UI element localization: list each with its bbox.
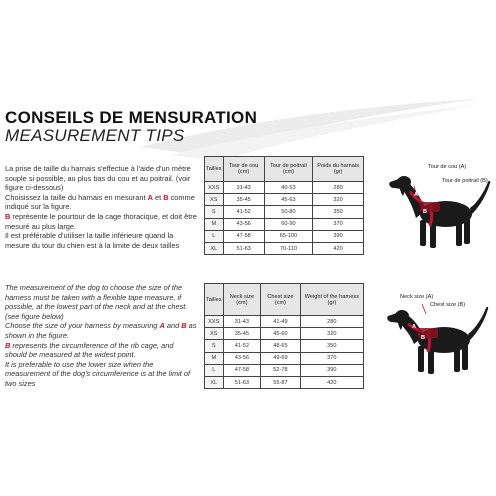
table-row: XXS 31-43 41-49 280 (205, 316, 364, 328)
decorative-swoosh (140, 95, 480, 165)
marker-b: B (423, 209, 428, 215)
en-paragraph-3: B represents the circumference of the rib cage, and should be measured at the widest point. (5, 340, 174, 360)
marker-a: A (414, 192, 419, 198)
header-neck: Tour de cou (cm) (223, 157, 264, 182)
table-row: XS 35-45 45-60 320 (205, 328, 364, 340)
table-row: XS 35-45 45-63 320 (205, 194, 364, 206)
table-row: S 41-52 48-65 350 (205, 340, 364, 352)
en-paragraph-1: The measurement of the dog to choose the size of the harness must be taken with a flexible tape measure, if possible, at the lowest part of the neck and at the chest. (see figure below) (5, 283, 188, 321)
fr-paragraph-1: La prise de taille du harnais s'effectue à l'aide d'un mètre souple si possible, au plus bas du cou et au poitrail. (voir figure ci-dessous) (5, 164, 191, 193)
table-row: XXS 31-43 40-53 280 (205, 182, 364, 194)
marker-a: A (412, 324, 417, 330)
chest-size-label: Chest size (B) (430, 302, 466, 308)
header-weight: Weight of the harness (gr) (300, 284, 363, 316)
header-size: Tailles (205, 157, 224, 182)
fr-paragraph-2: Choisissez la taille du harnais en mesurant A et B comme indiqué sur la figure. (5, 192, 195, 212)
fr-paragraph-4: Il est préférable d'utiliser la taille inférieure quand la mesure du tour du chien est à la limite de deux tailles (5, 231, 180, 250)
table-row: S 41-52 50-80 350 (205, 206, 364, 218)
neck-size-label: Neck size (A) (400, 294, 434, 300)
table-row: M 43-56 60-90 370 (205, 218, 364, 230)
table-row: XL 51-63 55-87 420 (205, 376, 364, 388)
neck-size-label: Tour de cou (A) (428, 164, 467, 170)
title-french: CONSEILS DE MENSURATION (5, 108, 258, 127)
french-instructions (5, 164, 197, 250)
table-row: L 47-58 65-100 390 (205, 230, 364, 242)
fr-paragraph-3: B représente le pourtour de la cage thoracique, et doit être mesuré au plus large. (5, 211, 197, 231)
size-table-french (204, 156, 364, 255)
dog-figure-english (386, 290, 494, 390)
header-neck: Neck size (cm) (223, 284, 261, 316)
header-weight: Poids du harnais (gr) (313, 157, 364, 182)
dog-figure-french (386, 162, 494, 262)
size-table-english (204, 283, 364, 389)
chest-size-label: Tour de poitrail (B) (442, 178, 488, 184)
marker-b: B (421, 335, 426, 341)
table-row: M 43-56 49-69 370 (205, 352, 364, 364)
header-size: Tailles (205, 284, 224, 316)
dog-icon (386, 162, 494, 262)
table-row: XL 51-63 70-110 420 (205, 242, 364, 254)
en-paragraph-4: It is preferable to use the lower size when the measurement of the dog's circumference is at the limit of two sizes (5, 359, 191, 388)
en-paragraph-2: Choose the size of your harness by measuring A and B as shown in the figure. (5, 321, 197, 340)
title-english: MEASUREMENT TIPS (5, 126, 185, 145)
header-chest: Tour de poitrail (cm) (264, 157, 312, 182)
table-row: L 47-58 52-78 390 (205, 364, 364, 376)
english-instructions (5, 283, 197, 389)
header-chest: Chest size (cm) (261, 284, 301, 316)
